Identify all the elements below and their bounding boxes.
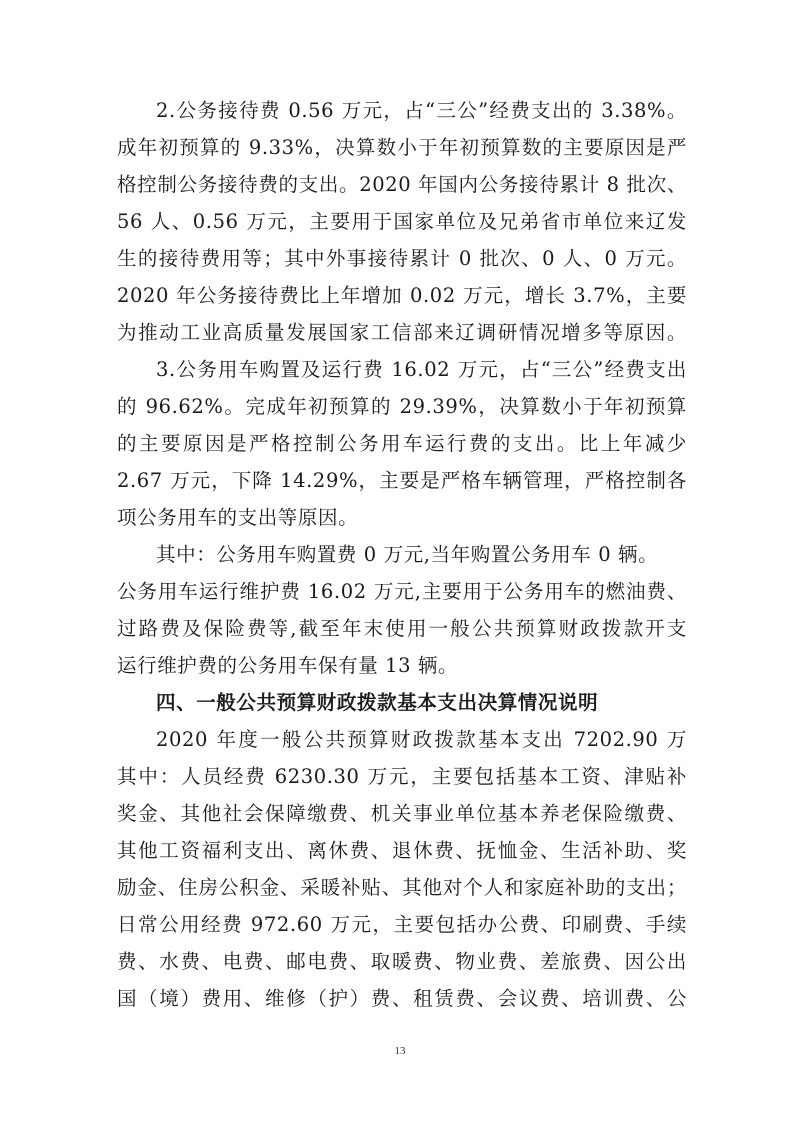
paragraph-vehicle-expense — [117, 351, 687, 536]
text-line: 2.67 万元，下降 14.29%，主要是严格车辆管理，严格控制各 — [117, 469, 687, 492]
text-line: 格控制公务接待费的支出。2020 年国内公务接待累计 8 批次、 — [117, 173, 687, 196]
text-line: 其中：人员经费 6230.30 万元，主要包括基本工资、津贴补 — [117, 765, 687, 788]
text-line: 的主要原因是严格控制公务用车运行费的支出。比上年减少 — [117, 432, 687, 455]
text-line: 2020 年公务接待费比上年增加 0.02 万元，增长 3.7%，主要 — [117, 284, 687, 307]
text-line: 国（境）费用、维修（护）费、租赁费、会议费、培训费、公 — [117, 987, 687, 1010]
text-line: 56 人、0.56 万元，主要用于国家单位及兄弟省市单位来辽发 — [117, 210, 687, 233]
text-line: 生的接待费用等；其中外事接待累计 0 批次、0 人、0 万元。 — [117, 247, 687, 270]
page-number: 13 — [394, 1045, 406, 1057]
text-line: 2020 年度一般公共预算财政拨款基本支出 7202.90 万 — [156, 728, 687, 751]
paragraph-basic-expenditure — [117, 721, 687, 1017]
text-line: 运行维护费的公务用车保有量 13 辆。 — [117, 654, 459, 677]
text-line: 励金、住房公积金、采暖补贴、其他对个人和家庭补助的支出； — [117, 876, 687, 899]
paragraph-reception-expense — [117, 92, 687, 351]
text-line: 其中：公务用车购置费 0 万元,当年购置公务用车 0 辆。 — [156, 543, 659, 566]
text-line: 其他工资福利支出、离休费、退休费、抚恤金、生活补助、奖 — [117, 839, 687, 862]
paragraph-vehicle-detail — [117, 536, 687, 684]
text-line: 的 96.62%。完成年初预算的 29.39%，决算数小于年初预算 — [117, 395, 687, 418]
text-line: 为推动工业高质量发展国家工信部来辽调研情况增多等原因。 — [117, 321, 687, 344]
text-line: 2.公务接待费 0.56 万元，占“三公”经费支出的 3.38%。 — [156, 99, 687, 122]
text-line: 项公务用车的支出等原因。 — [117, 506, 359, 529]
text-line: 过路费及保险费等,截至年末使用一般公共预算财政拨款开支 — [117, 617, 687, 640]
text-line: 公务用车运行维护费 16.02 万元,主要用于公务用车的燃油费、 — [117, 580, 687, 603]
section-heading: 四、一般公共预算财政拨款基本支出决算情况说明 — [156, 691, 599, 714]
text-line: 奖金、其他社会保障缴费、机关事业单位基本养老保险缴费、 — [117, 802, 687, 825]
text-line: 3.公务用车购置及运行费 16.02 万元，占“三公”经费支出 — [156, 358, 687, 381]
text-line: 费、水费、电费、邮电费、取暖费、物业费、差旅费、因公出 — [117, 950, 687, 973]
text-line: 成年初预算的 9.33%，决算数小于年初预算数的主要原因是严 — [117, 136, 687, 159]
text-line: 日常公用经费 972.60 万元，主要包括办公费、印刷费、手续 — [117, 913, 687, 936]
document-page — [117, 92, 687, 1017]
